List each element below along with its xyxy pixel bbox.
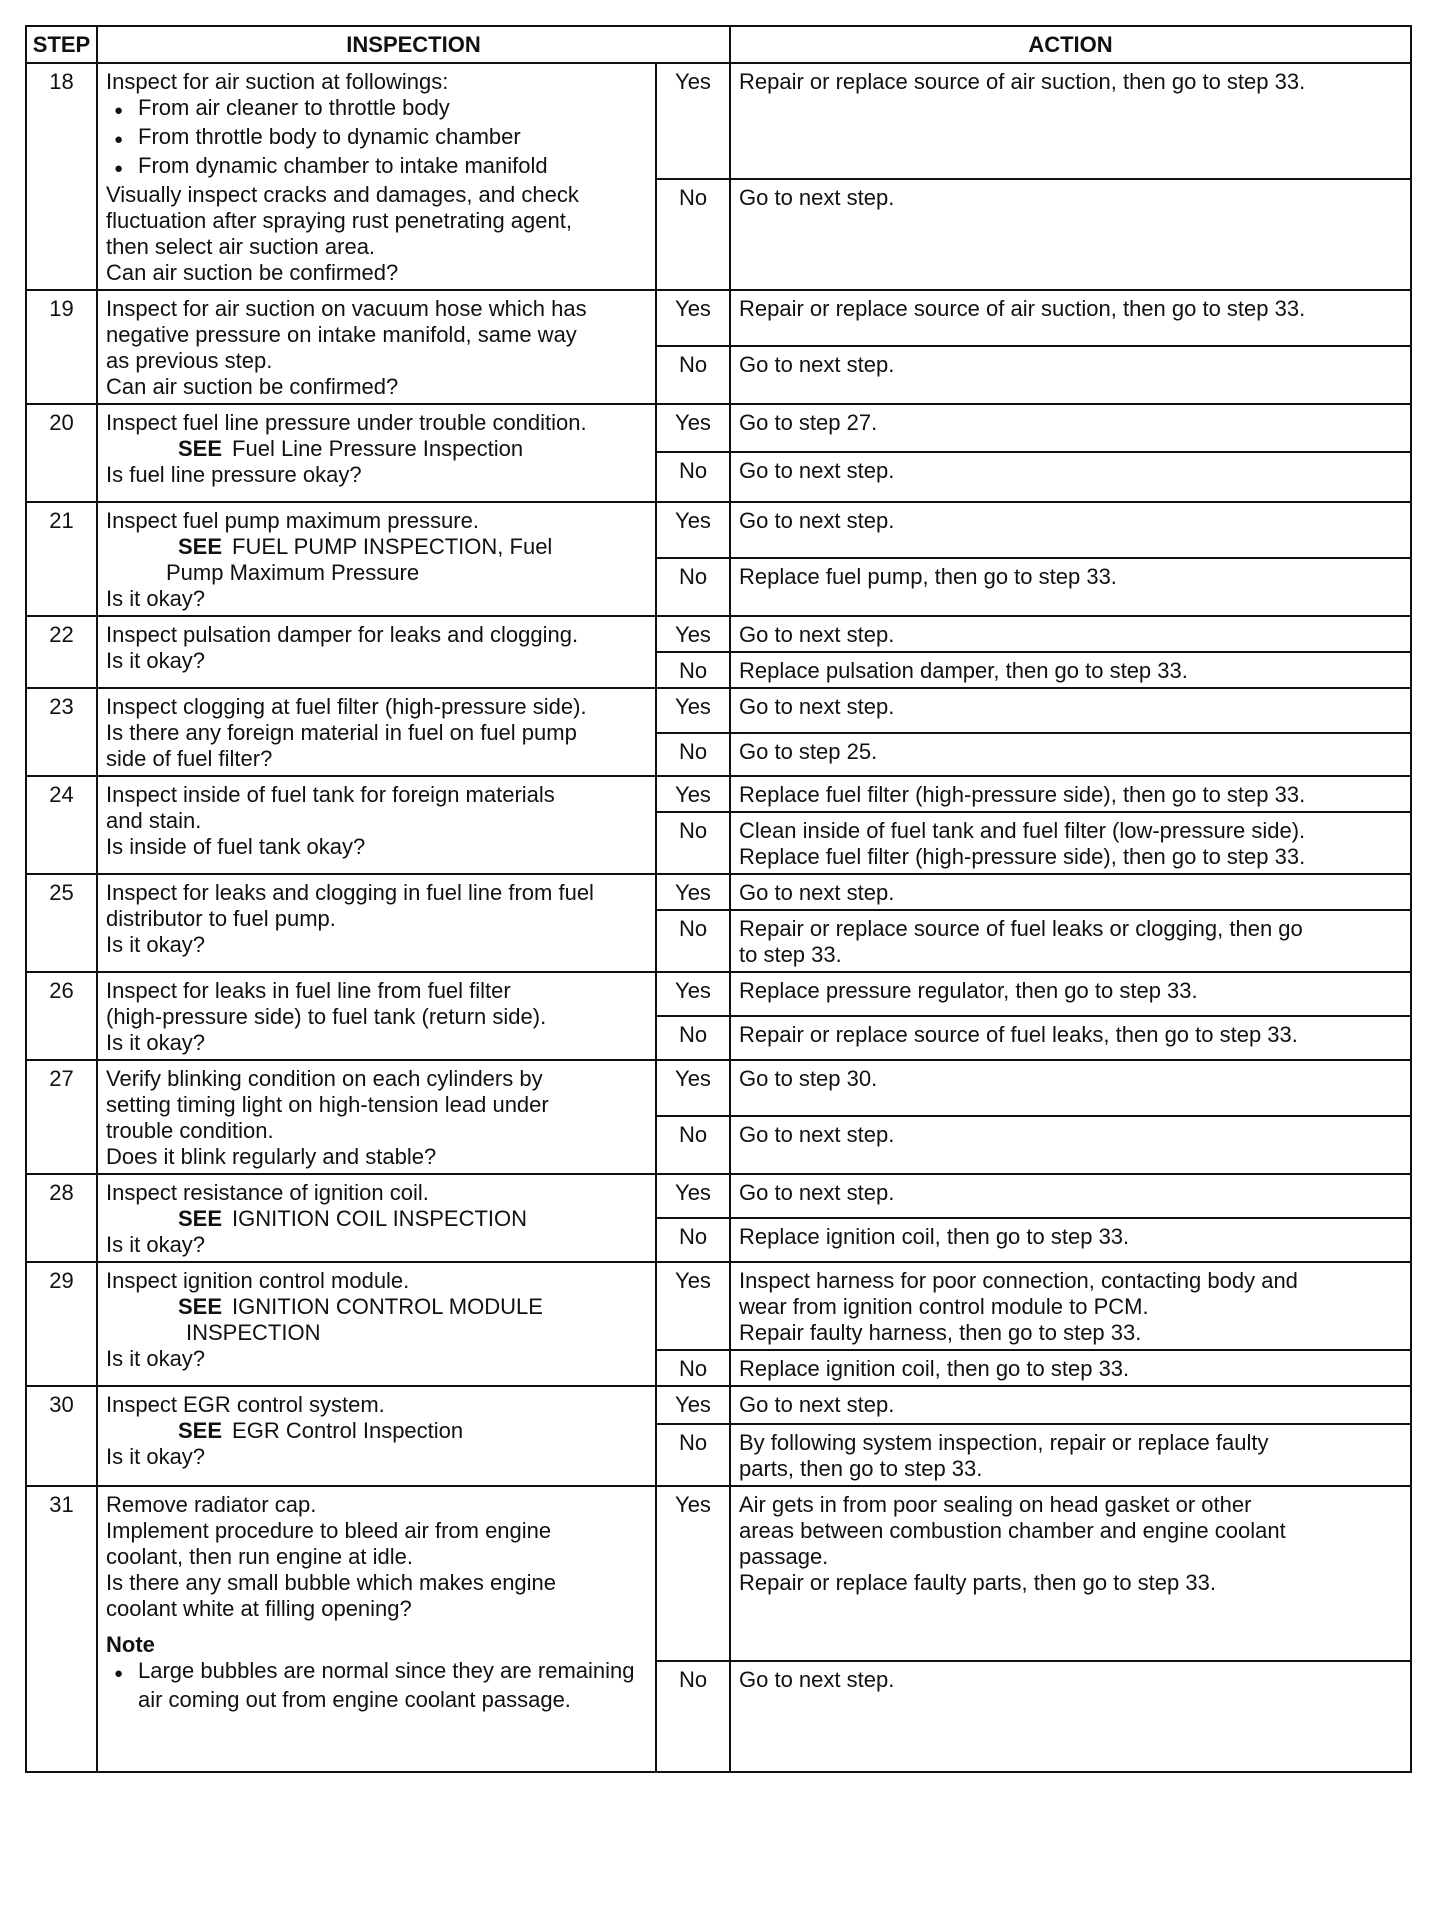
inspection-text-line: (high-pressure side) to fuel tank (return side). (106, 1004, 547, 1029)
step-number: 29 (26, 1262, 97, 1386)
table-row (26, 404, 1411, 452)
action-text-line: Replace ignition coil, then go to step 33. (739, 1356, 1130, 1381)
yes-label: Yes (656, 1386, 730, 1424)
action-text-line: Go to next step. (739, 1392, 895, 1417)
action-text-line: Go to next step. (739, 1667, 895, 1692)
yes-label: Yes (656, 688, 730, 733)
inspection-column-header: INSPECTION (97, 26, 730, 63)
yes-action-cell (730, 688, 1411, 733)
no-action-cell (730, 346, 1411, 404)
inspection-text-line: Can air suction be confirmed? (106, 260, 399, 285)
inspection-cell (97, 972, 656, 1060)
no-action-cell (730, 812, 1411, 874)
inspection-cell (97, 688, 656, 776)
inspection-text-line: coolant white at filling opening? (106, 1596, 412, 1621)
inspection-text-line: Visually inspect cracks and damages, and check (106, 182, 579, 207)
inspection-cell (97, 63, 656, 290)
no-action-cell (730, 910, 1411, 972)
step-number: 28 (26, 1174, 97, 1262)
see-reference-text: IGNITION COIL INSPECTION (232, 1206, 528, 1231)
action-text-line: areas between combustion chamber and engine coolant (739, 1518, 1286, 1543)
yes-action-cell (730, 1060, 1411, 1116)
see-reference-text: Fuel Line Pressure Inspection (232, 436, 524, 461)
note-bullet-item: ● Large bubbles are normal since they are remaining air coming out from engine coolant passage. (106, 1658, 647, 1713)
no-action-cell (730, 652, 1411, 688)
inspection-intro: Inspect resistance of ignition coil. (106, 1180, 429, 1205)
step-column-header: STEP (26, 26, 97, 63)
action-text-line: Go to next step. (739, 622, 895, 647)
inspection-bullet-item: ● From throttle body to dynamic chamber (106, 124, 647, 153)
action-text-line: Go to step 30. (739, 1066, 878, 1091)
table-row (26, 874, 1411, 910)
inspection-text-line: Is it okay? (106, 1030, 206, 1055)
step-number: 20 (26, 404, 97, 502)
yes-label: Yes (656, 1262, 730, 1350)
see-reference (106, 436, 647, 462)
yes-label: Yes (656, 502, 730, 558)
inspection-bullet-item: ● From air cleaner to throttle body (106, 95, 647, 124)
yes-action-cell (730, 616, 1411, 652)
yes-action-cell (730, 290, 1411, 346)
inspection-text-line: Is it okay? (106, 1232, 206, 1257)
table-row (26, 616, 1411, 652)
no-action-cell (730, 452, 1411, 502)
see-reference (106, 1418, 647, 1444)
action-text-line: parts, then go to step 33. (739, 1456, 983, 1481)
yes-label: Yes (656, 972, 730, 1016)
inspection-cell (97, 502, 656, 616)
inspection-text-line: then select air suction area. (106, 234, 376, 259)
note-heading: Note (106, 1632, 155, 1657)
inspection-text-line: coolant, then run engine at idle. (106, 1544, 414, 1569)
no-label: No (656, 558, 730, 616)
inspection-cell (97, 776, 656, 874)
inspection-text-line: Implement procedure to bleed air from engine (106, 1518, 552, 1543)
action-text-line: Repair or replace source of air suction, then go to step 33. (739, 69, 1306, 94)
yes-action-cell (730, 972, 1411, 1016)
table-row (26, 972, 1411, 1016)
no-label: No (656, 346, 730, 404)
action-text-line: Go to step 25. (739, 739, 878, 765)
yes-label: Yes (656, 290, 730, 346)
inspection-text-line: Inspect pulsation damper for leaks and clogging. (106, 622, 579, 647)
action-text-line: Repair or replace source of fuel leaks or clogging, then go (739, 916, 1303, 941)
table-row (26, 63, 1411, 179)
yes-action-cell (730, 404, 1411, 452)
step-number: 22 (26, 616, 97, 688)
action-text-line: Clean inside of fuel tank and fuel filter (low-pressure side). (739, 818, 1306, 843)
diagnostic-table (25, 25, 1412, 1773)
no-label: No (656, 452, 730, 502)
inspection-intro: Inspect fuel pump maximum pressure. (106, 508, 479, 533)
inspection-text-line: negative pressure on intake manifold, same way (106, 322, 577, 347)
no-action-cell (730, 1218, 1411, 1262)
inspection-intro: Inspect ignition control module. (106, 1268, 410, 1293)
see-reference-text-continued: INSPECTION (186, 1320, 321, 1345)
action-text-line: Inspect harness for poor connection, contacting body and (739, 1268, 1298, 1293)
yes-label: Yes (656, 404, 730, 452)
inspection-text-line: Is it okay? (106, 586, 206, 611)
step-number: 19 (26, 290, 97, 404)
table-body (26, 63, 1411, 1772)
table-row (26, 688, 1411, 733)
inspection-text-line: setting timing light on high-tension lead under (106, 1092, 549, 1117)
inspection-text-line: Is there any foreign material in fuel on fuel pump (106, 720, 577, 745)
inspection-intro: Inspect EGR control system. (106, 1392, 385, 1417)
step-number: 30 (26, 1386, 97, 1486)
action-text-line: By following system inspection, repair or replace faulty (739, 1430, 1269, 1455)
see-label: SEE (178, 1206, 223, 1231)
yes-action-cell (730, 1262, 1411, 1350)
inspection-cell (97, 290, 656, 404)
inspection-text-line: Is there any small bubble which makes engine (106, 1570, 557, 1595)
step-number: 18 (26, 63, 97, 290)
see-reference-text: FUEL PUMP INSPECTION, Fuel (232, 534, 553, 559)
action-text-line: Replace fuel filter (high-pressure side), then go to step 33. (739, 782, 1306, 807)
action-column-header: ACTION (730, 26, 1411, 63)
yes-action-cell (730, 1386, 1411, 1424)
no-label: No (656, 1661, 730, 1772)
inspection-text-line: and stain. (106, 808, 202, 833)
yes-label: Yes (656, 1060, 730, 1116)
yes-label: Yes (656, 616, 730, 652)
inspection-cell (97, 616, 656, 688)
inspection-text-line: Verify blinking condition on each cylinders by (106, 1066, 543, 1091)
see-reference-text: EGR Control Inspection (232, 1418, 464, 1443)
no-label: No (656, 910, 730, 972)
action-text-line: Go to next step. (739, 458, 895, 483)
table-row (26, 1262, 1411, 1350)
inspection-text-line: Is it okay? (106, 1444, 206, 1469)
inspection-text-line: trouble condition. (106, 1118, 274, 1143)
no-label: No (656, 652, 730, 688)
step-number: 23 (26, 688, 97, 776)
action-text-line: Replace pulsation damper, then go to step 33. (739, 658, 1188, 683)
yes-action-cell (730, 1486, 1411, 1661)
see-label: SEE (178, 1418, 223, 1443)
no-label: No (656, 1218, 730, 1262)
action-text-line: Go to next step. (739, 1121, 895, 1147)
see-label: SEE (178, 534, 223, 559)
yes-label: Yes (656, 874, 730, 910)
inspection-cell (97, 874, 656, 972)
see-reference (106, 1294, 647, 1320)
diagnostic-procedure-sheet (25, 25, 1410, 1773)
yes-label: Yes (656, 1174, 730, 1218)
see-label: SEE (178, 436, 223, 461)
no-action-cell (730, 1116, 1411, 1174)
action-text-line: Replace fuel pump, then go to step 33. (739, 563, 1117, 589)
action-text-line: Replace fuel filter (high-pressure side), then go to step 33. (739, 844, 1306, 869)
action-text-line: wear from ignition control module to PCM. (739, 1294, 1149, 1319)
no-label: No (656, 1016, 730, 1060)
inspection-cell (97, 1386, 656, 1486)
action-text-line: Repair or replace source of fuel leaks, then go to step 33. (739, 1022, 1298, 1047)
inspection-cell (97, 1060, 656, 1174)
action-text-line: Go to next step. (739, 352, 895, 378)
table-row (26, 290, 1411, 346)
yes-label: Yes (656, 1486, 730, 1661)
action-text-line: Go to next step. (739, 880, 895, 905)
inspection-text-line: Does it blink regularly and stable? (106, 1144, 437, 1169)
inspection-text-line: Is it okay? (106, 932, 206, 957)
no-label: No (656, 733, 730, 776)
inspection-text-line: as previous step. (106, 348, 273, 373)
inspection-text-line: fluctuation after spraying rust penetrating agent, (106, 208, 572, 233)
inspection-cell (97, 1262, 656, 1386)
step-number: 24 (26, 776, 97, 874)
inspection-intro: Inspect fuel line pressure under trouble condition. (106, 410, 587, 435)
inspection-text-line: Is inside of fuel tank okay? (106, 834, 366, 859)
no-label: No (656, 179, 730, 290)
inspection-text-line: Inspect for leaks and clogging in fuel line from fuel (106, 880, 594, 905)
step-number: 27 (26, 1060, 97, 1174)
no-action-cell (730, 733, 1411, 776)
table-row (26, 502, 1411, 558)
inspection-intro: Inspect for air suction at followings: (106, 69, 449, 94)
inspection-cell (97, 1486, 656, 1772)
see-reference-text-continued: Pump Maximum Pressure (166, 560, 420, 585)
step-number: 21 (26, 502, 97, 616)
inspection-text-line: Is fuel line pressure okay? (106, 462, 362, 487)
see-reference (106, 1206, 647, 1232)
no-action-cell (730, 1424, 1411, 1486)
inspection-text-line: Inspect inside of fuel tank for foreign materials (106, 782, 555, 807)
no-label: No (656, 1350, 730, 1386)
yes-action-cell (730, 776, 1411, 812)
no-label: No (656, 1116, 730, 1174)
step-number: 25 (26, 874, 97, 972)
table-row (26, 1174, 1411, 1218)
inspection-text-line: Inspect for leaks in fuel line from fuel filter (106, 978, 511, 1003)
step-number: 26 (26, 972, 97, 1060)
action-text-line: Replace ignition coil, then go to step 33. (739, 1224, 1130, 1249)
inspection-cell (97, 404, 656, 502)
inspection-cell (97, 1174, 656, 1262)
action-text-line: passage. (739, 1544, 829, 1569)
table-row (26, 776, 1411, 812)
no-action-cell (730, 179, 1411, 290)
yes-label: Yes (656, 776, 730, 812)
yes-action-cell (730, 502, 1411, 558)
no-action-cell (730, 558, 1411, 616)
yes-action-cell (730, 63, 1411, 179)
table-row (26, 1486, 1411, 1661)
action-text-line: to step 33. (739, 942, 842, 967)
action-text-line: Go to next step. (739, 185, 895, 211)
action-text-line: Go to step 27. (739, 410, 878, 435)
action-text-line: Replace pressure regulator, then go to step 33. (739, 978, 1198, 1003)
yes-action-cell (730, 874, 1411, 910)
see-reference (106, 534, 647, 560)
inspection-text-line: Remove radiator cap. (106, 1492, 317, 1517)
inspection-text-line: Is it okay? (106, 1346, 206, 1371)
action-text-line: Repair or replace source of air suction, then go to step 33. (739, 296, 1306, 321)
action-text-line: Go to next step. (739, 508, 895, 533)
action-text-line: Go to next step. (739, 1180, 895, 1205)
yes-label: Yes (656, 63, 730, 179)
action-text-line: Go to next step. (739, 694, 895, 719)
no-action-cell (730, 1661, 1411, 1772)
inspection-text-line: side of fuel filter? (106, 746, 273, 771)
no-action-cell (730, 1350, 1411, 1386)
see-reference-text: IGNITION CONTROL MODULE (232, 1294, 543, 1319)
table-row (26, 1060, 1411, 1116)
see-label: SEE (178, 1294, 223, 1319)
action-text-line: Repair faulty harness, then go to step 33. (739, 1320, 1142, 1345)
inspection-text-line: Inspect clogging at fuel filter (high-pressure side). (106, 694, 587, 719)
inspection-text-line: Inspect for air suction on vacuum hose which has (106, 296, 587, 321)
inspection-bullet-item: ● From dynamic chamber to intake manifold (106, 153, 647, 182)
no-label: No (656, 1424, 730, 1486)
header-row (26, 26, 1411, 63)
inspection-text-line: Can air suction be confirmed? (106, 374, 399, 399)
action-text-line: Air gets in from poor sealing on head gasket or other (739, 1492, 1252, 1517)
no-action-cell (730, 1016, 1411, 1060)
inspection-text-line: distributor to fuel pump. (106, 906, 336, 931)
action-text-line: Repair or replace faulty parts, then go to step 33. (739, 1570, 1216, 1595)
inspection-text-line: Is it okay? (106, 648, 206, 673)
table-row (26, 1386, 1411, 1424)
no-label: No (656, 812, 730, 874)
yes-action-cell (730, 1174, 1411, 1218)
step-number: 31 (26, 1486, 97, 1772)
